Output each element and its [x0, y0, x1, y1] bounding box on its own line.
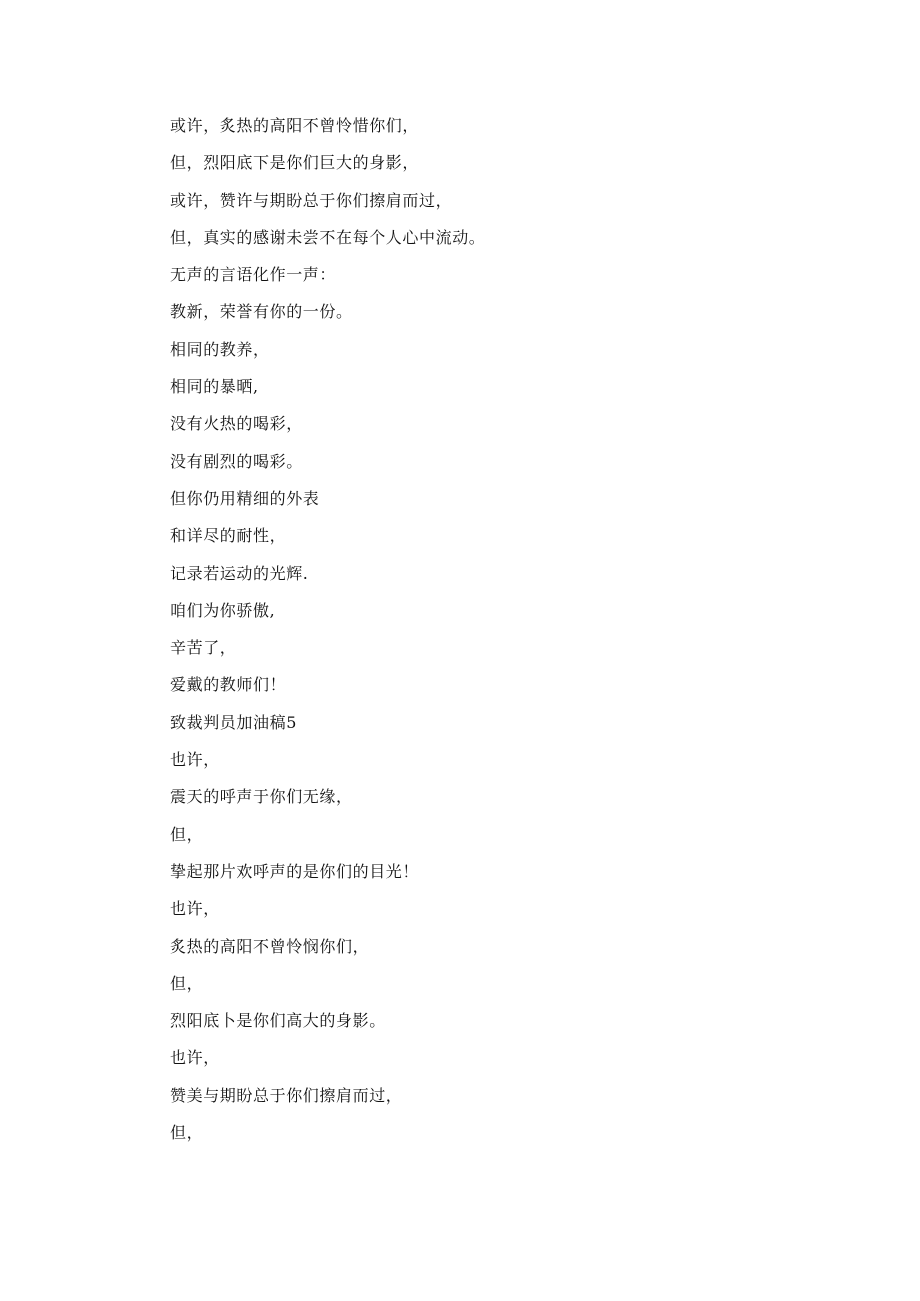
text-line: 爱戴的教师们！: [170, 675, 287, 695]
text-line: 但，真实的感谢未尝不在每个人心中流动。: [170, 227, 486, 247]
text-line: 辛苦了，: [170, 638, 237, 658]
text-line: 赞美与期盼总于你们擦肩而过，: [170, 1085, 403, 1105]
text-line: 但你仍用精细的外表: [170, 488, 320, 508]
text-line: 没有剧烈的喝彩。: [170, 451, 303, 471]
text-line: 记录若运动的光辉.: [170, 563, 309, 583]
text-line: 但，: [170, 824, 204, 844]
text-line: 没有火热的喝彩，: [170, 414, 303, 434]
text-line: 也许，: [170, 1048, 220, 1068]
text-line: 也许，: [170, 899, 220, 919]
text-line: 相同的暴晒,: [170, 377, 259, 397]
text-line: 或许，炙热的高阳不曾怜惜你们，: [170, 116, 420, 135]
text-line: 但，烈阳底下是你们巨大的身影，: [170, 153, 420, 173]
text-line: 和详尽的耐性，: [170, 526, 287, 546]
text-line: 震天的呼声于你们无缘，: [170, 787, 353, 807]
section-heading: 致裁判员加油稿5: [170, 712, 297, 732]
text-line: 相同的教养，: [170, 339, 270, 359]
text-line: 炙热的高阳不曾怜悯你们，: [170, 936, 370, 956]
text-line: 但，: [170, 1123, 204, 1143]
text-line: 也许，: [170, 750, 220, 770]
text-line: 但，: [170, 973, 204, 993]
text-line: 咱们为你骄傲,: [170, 600, 276, 620]
text-line: 无声的言语化作一声：: [170, 265, 337, 285]
text-line: 或许，赞许与期盼总于你们擦肩而过，: [170, 190, 453, 210]
text-line: 挚起那片欢呼声的是你们的目光！: [170, 861, 420, 881]
text-line: 教新，荣誉有你的一份。: [170, 302, 353, 322]
poem-text-block: [170, 112, 870, 1156]
text-line: 烈阳底卜是你们高大的身影。: [170, 1011, 386, 1031]
